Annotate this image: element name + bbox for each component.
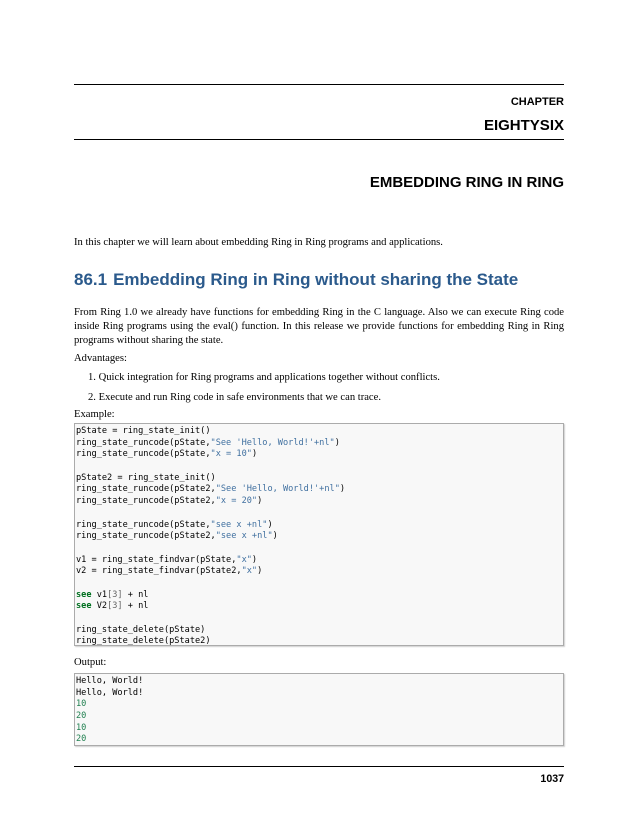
code-text: ) <box>257 496 263 507</box>
code-index: [3] <box>107 589 123 600</box>
code-line <box>76 590 563 602</box>
output-label: Output: <box>74 657 107 668</box>
code-text: ring_state_delete(pState2) <box>76 636 211 647</box>
code-line <box>76 426 563 438</box>
code-blank-line <box>76 461 563 473</box>
code-line <box>76 438 563 450</box>
chapter-title: EMBEDDING RING IN RING <box>369 174 564 191</box>
code-string: "See 'Hello, World!'+nl" <box>215 484 340 495</box>
code-line <box>76 496 563 508</box>
code-string: "see x +nl" <box>215 531 273 542</box>
output-line: 20 <box>76 734 87 745</box>
code-text: ring_state_runcode(pState2, <box>76 531 216 542</box>
code-text: ) <box>267 519 273 530</box>
code-text: ) <box>257 566 263 577</box>
code-line <box>76 555 563 567</box>
code-text: ) <box>334 437 340 448</box>
code-text: v1 = ring_state_findvar(pState, <box>76 554 237 565</box>
code-text: v2 = ring_state_findvar(pState2, <box>76 566 242 577</box>
section-heading <box>74 270 518 290</box>
code-string: "see x +nl" <box>210 519 268 530</box>
output-line: 20 <box>76 711 87 722</box>
code-text: ) <box>251 449 258 460</box>
section-paragraph: From Ring 1.0 we already have functions for embedding Ring in the C language. Also we can execute Ring code inside Ring programs using the eval() function. In this release we provide functions for embedding Ring in Ring programs without sharing the state. <box>74 307 564 346</box>
code-text: ) <box>251 554 258 565</box>
output-line: 10 <box>76 722 87 733</box>
code-text: ) <box>339 484 346 495</box>
output-line: Hello, World! <box>76 687 144 698</box>
advantages-label: Advantages: <box>74 353 127 364</box>
code-text: ring_state_runcode(pState2, <box>76 484 216 495</box>
code-text: v1 <box>91 589 108 600</box>
intro-paragraph: In this chapter we will learn about embedding Ring in Ring programs and applications. <box>74 237 443 248</box>
header-bottom-rule <box>74 139 564 140</box>
header-top-rule <box>74 84 564 85</box>
code-text: ring_state_runcode(pState2, <box>76 496 216 507</box>
output-line: Hello, World! <box>76 676 144 686</box>
chapter-number: EIGHTYSIX <box>483 117 564 134</box>
section-number: 86.1 <box>74 270 108 289</box>
code-blank-line <box>76 508 563 520</box>
code-keyword: see <box>76 589 92 600</box>
chapter-label: CHAPTER <box>510 96 564 108</box>
page-number: 1037 <box>540 773 564 785</box>
output-block <box>74 673 564 746</box>
code-text: ) <box>272 531 278 542</box>
code-line <box>76 449 563 461</box>
code-line <box>76 484 563 496</box>
code-text: V2 <box>91 601 108 612</box>
code-string: "See 'Hello, World!'+nl" <box>210 437 335 448</box>
output-line: 10 <box>76 699 87 710</box>
code-line <box>76 625 563 637</box>
code-string: "x" <box>241 566 258 577</box>
code-text: ring_state_runcode(pState, <box>76 519 211 530</box>
code-line <box>76 520 563 532</box>
section-title: Embedding Ring in Ring without sharing the State <box>113 270 519 289</box>
code-blank-line <box>76 578 563 590</box>
code-blank-line <box>76 543 563 555</box>
code-line <box>76 566 563 578</box>
code-index: [3] <box>107 601 123 612</box>
code-line <box>76 636 563 648</box>
code-string: "x = 20" <box>215 496 258 507</box>
code-line <box>76 531 563 543</box>
list-item: 1. Quick integration for Ring programs and applications together without conflicts. <box>88 372 440 383</box>
code-text: pState = ring_state_init() <box>76 426 211 436</box>
code-text: pState2 = ring_state_init() <box>76 472 216 483</box>
code-keyword: see <box>76 601 92 612</box>
code-text: ring_state_runcode(pState, <box>76 449 211 460</box>
list-item: 2. Execute and run Ring code in safe environments that we can trace. <box>88 392 381 403</box>
footer-rule <box>74 766 564 767</box>
code-text: ring_state_delete(pState) <box>76 624 206 635</box>
code-string: "x = 10" <box>210 449 252 460</box>
code-blank-line <box>76 613 563 625</box>
code-line <box>76 601 563 613</box>
code-line <box>76 473 563 485</box>
example-label: Example: <box>74 409 115 420</box>
code-text: + nl <box>122 601 149 612</box>
code-text: + nl <box>122 589 149 600</box>
code-text: ring_state_runcode(pState, <box>76 437 211 448</box>
code-string: "x" <box>236 554 252 565</box>
example-code-block <box>74 423 564 646</box>
